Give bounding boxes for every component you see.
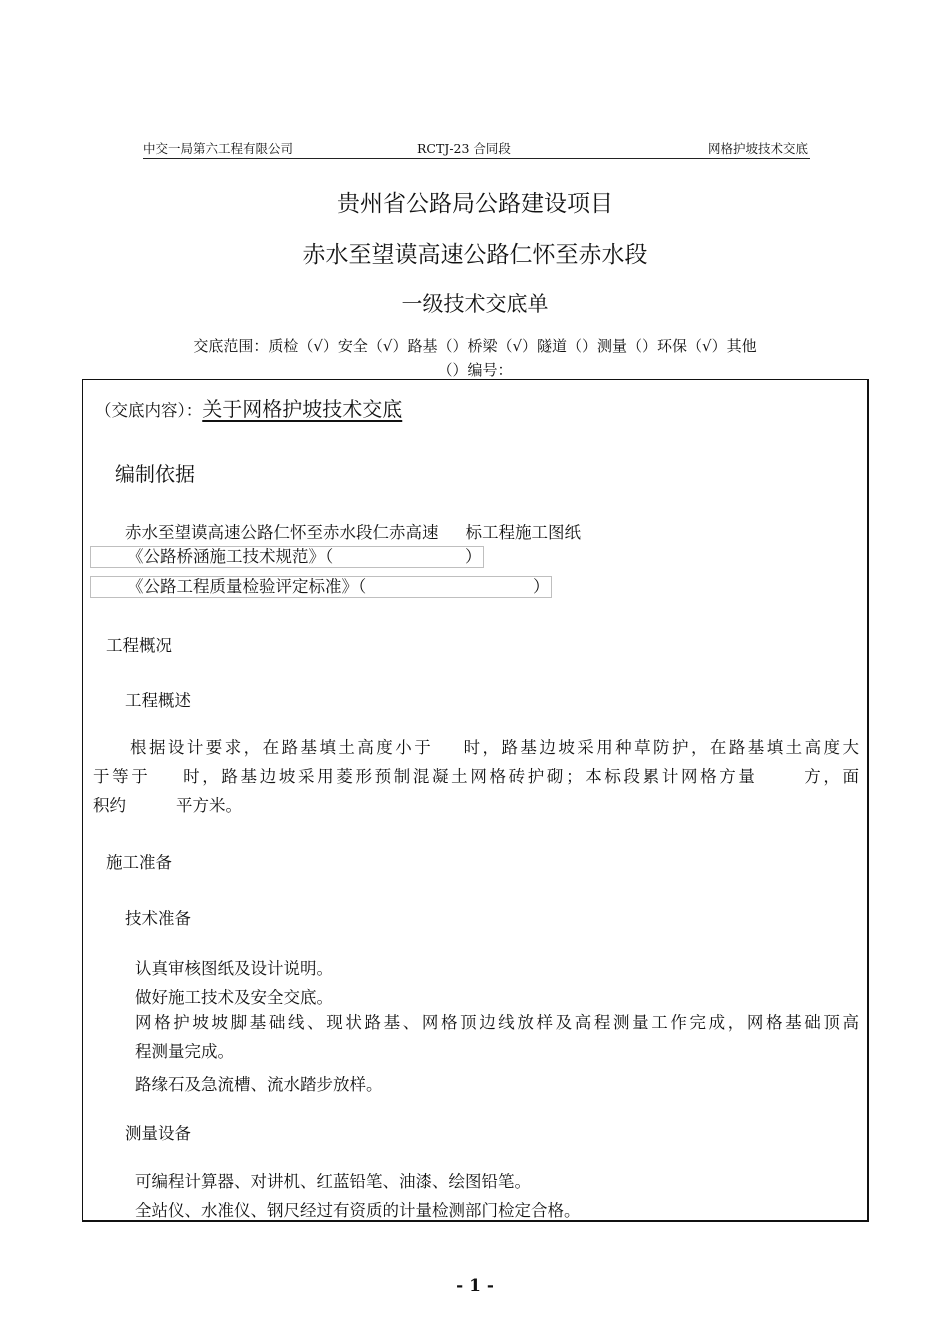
header-company: 中交一局第六工程有限公司 [143, 141, 294, 156]
tech-item: 认真审核图纸及设计说明。 [135, 959, 333, 978]
tech-item: 做好施工技术及安全交底。 [135, 988, 333, 1007]
title-road-section: 赤水至望谟高速公路仁怀至赤水段 [302, 242, 648, 268]
basis-item-drawings-suffix: 标工程施工图纸 [465, 523, 581, 542]
overview-line-1 [93, 733, 859, 762]
page-number: - 1 - [456, 1276, 494, 1296]
survey-item: 全站仪、水准仪、钢尺经过有资质的计量检测部门检定合格。 [135, 1201, 581, 1220]
overview-line-2 [93, 762, 859, 791]
prep-heading: 施工准备 [106, 853, 172, 872]
overview-subheading: 工程概述 [125, 691, 191, 710]
content-title: 关于网格护坡技术交底 [202, 397, 403, 421]
content-heading [95, 393, 402, 422]
basis-item-quality-standard-close: ） [533, 577, 550, 596]
content-label: （交底内容）： [95, 401, 203, 420]
overview-paragraph [93, 733, 859, 820]
title-project: 贵州省公路局公路建设项目 [337, 191, 613, 217]
overview-heading: 工程概况 [106, 636, 172, 655]
overview-text-1b: 时，路基边坡采用种草防护，在路基填土高度大 [461, 738, 859, 757]
header-contract: RCTJ-23 合同段 [417, 141, 511, 156]
overview-text-2a: 于等于 [93, 767, 151, 786]
page-header [143, 139, 810, 159]
basis-heading: 编制依据 [115, 462, 195, 486]
tech-item-staking-line-2: 程测量完成。 [135, 1042, 234, 1061]
title-form-name: 一级技术交底单 [401, 292, 549, 316]
survey-heading: 测量设备 [125, 1124, 191, 1143]
basis-item-bridge-spec-text: 《公路桥涵施工技术规范》（ [127, 547, 334, 566]
basis-item-bridge-spec-close: ） [465, 547, 482, 566]
scope-line: 交底范围：质检（√）安全（√）路基（）桥梁（√）隧道（）测量（）环保（√）其他 [193, 337, 757, 355]
basis-item-quality-standard-text: 《公路工程质量检验评定标准》（ [127, 577, 367, 596]
tech-item-staking [135, 1008, 859, 1066]
basis-item-bridge-spec [90, 546, 484, 568]
header-doc-name: 网格护坡技术交底 [707, 141, 808, 156]
basis-item-drawings [125, 519, 581, 543]
tech-item-staking-line-1: 网格护坡坡脚基础线、现状路基、网格顶边线放样及高程测量工作完成，网格基础顶高 [135, 1013, 859, 1032]
overview-text-3a: 积约 [93, 796, 126, 815]
basis-item-quality-standard [90, 576, 552, 598]
overview-line-3 [93, 791, 859, 820]
overview-text-2b: 时，路基边坡采用菱形预制混凝土网格砖护砌；本标段累计网格方量 [180, 767, 758, 786]
tech-item: 路缘石及急流槽、流水踏步放样。 [135, 1075, 383, 1094]
tech-heading: 技术准备 [125, 909, 191, 928]
scope-number-line: （）编号： [437, 361, 513, 379]
basis-item-drawings-text: 赤水至望谟高速公路仁怀至赤水段仁赤高速 [125, 523, 439, 542]
survey-item: 可编程计算器、对讲机、红蓝铅笔、油漆、绘图铅笔。 [135, 1172, 531, 1191]
overview-text-3b: 平方米。 [176, 796, 242, 815]
overview-text-1a: 根据设计要求，在路基填土高度小于 [130, 738, 434, 757]
overview-text-2c: 方，面 [801, 767, 859, 786]
